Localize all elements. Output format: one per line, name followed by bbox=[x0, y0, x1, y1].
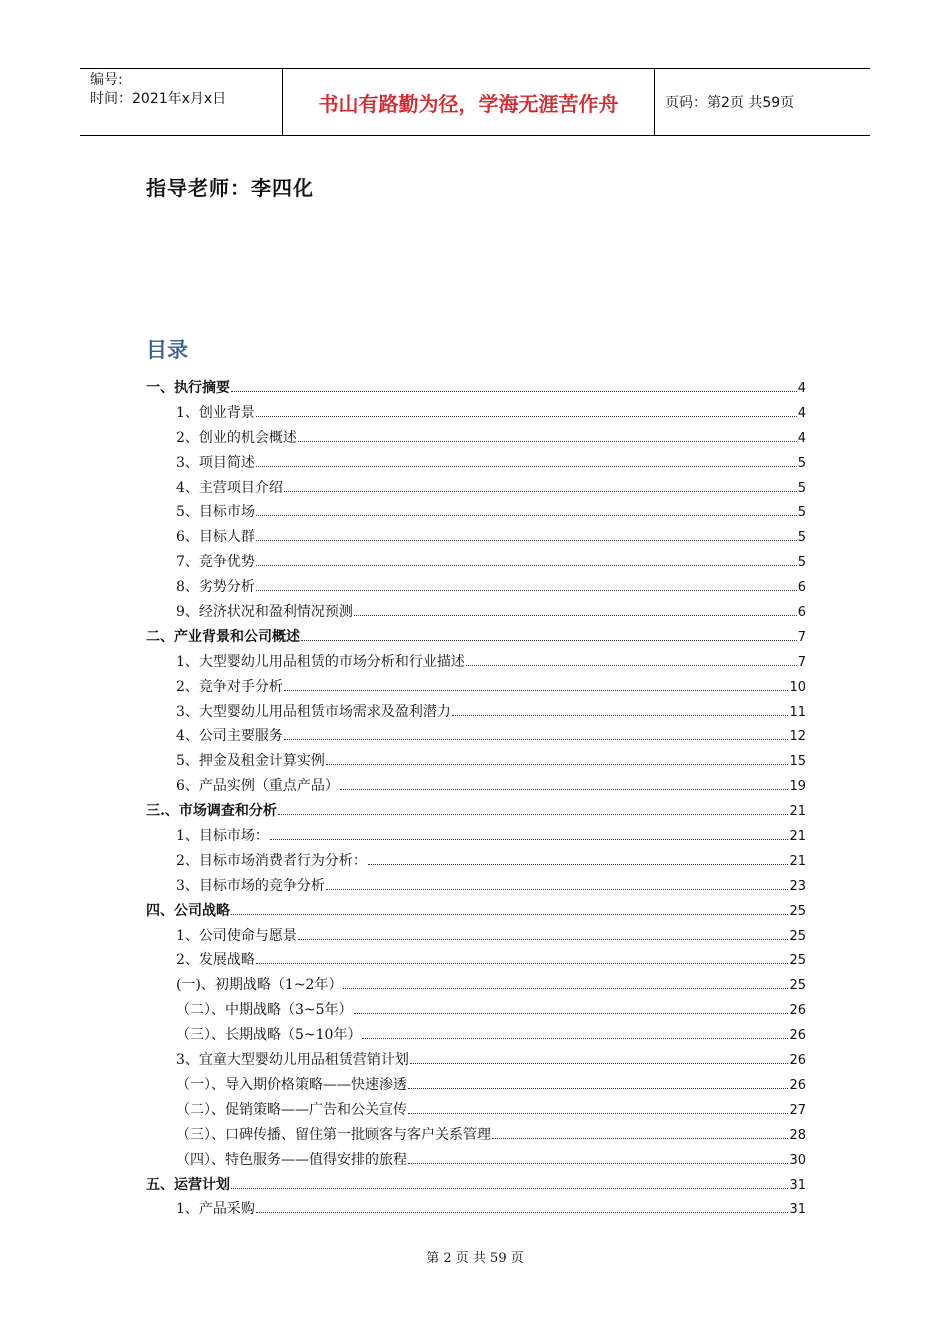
toc-leader-dots bbox=[408, 1113, 788, 1114]
toc-entry-page: 31 bbox=[789, 1202, 806, 1218]
toc-leader-dots bbox=[368, 864, 789, 865]
toc-entry-label: 3、目标市场的竞争分析 bbox=[176, 877, 325, 894]
toc-entry[interactable] bbox=[146, 973, 806, 998]
toc-entry-label: 2、竞争对手分析 bbox=[176, 678, 283, 695]
toc-entry-label: 五、运营计划 bbox=[146, 1176, 230, 1193]
toc-entry-label: 一、执行摘要 bbox=[146, 380, 230, 396]
toc-entry-label: （二）、促销策略——广告和公关宣传 bbox=[176, 1101, 407, 1118]
toc-leader-dots bbox=[408, 1088, 788, 1089]
toc-entry-label: 2、目标市场消费者行为分析： bbox=[176, 852, 367, 869]
toc-leader-dots bbox=[298, 441, 797, 442]
toc-entry[interactable] bbox=[146, 1173, 806, 1198]
toc-entry-page: 26 bbox=[789, 1003, 806, 1019]
toc-entry-label: 4、公司主要服务 bbox=[176, 728, 283, 745]
toc-leader-dots bbox=[326, 764, 789, 765]
toc-entry-page: 31 bbox=[789, 1177, 806, 1193]
toc-entry-label: 5、押金及租金计算实例 bbox=[176, 753, 325, 770]
toc-entry-page: 21 bbox=[789, 853, 806, 869]
toc-entry-page: 5 bbox=[797, 455, 806, 471]
toc-leader-dots bbox=[343, 988, 788, 989]
toc-entry[interactable] bbox=[146, 998, 806, 1023]
toc-entry-page: 26 bbox=[789, 1028, 806, 1044]
toc-entry-page: 25 bbox=[789, 978, 806, 994]
toc-entry[interactable] bbox=[146, 1148, 806, 1173]
toc-leader-dots bbox=[284, 739, 789, 740]
toc-entry[interactable] bbox=[146, 749, 806, 774]
toc-leader-dots bbox=[284, 491, 797, 492]
toc-leader-dots bbox=[231, 1188, 788, 1189]
toc-leader-dots bbox=[256, 466, 797, 467]
toc-entry-label: 1、目标市场： bbox=[176, 828, 269, 845]
toc-entry-label: 5、目标市场 bbox=[176, 504, 255, 521]
toc-entry-page: 15 bbox=[789, 754, 806, 770]
toc-leader-dots bbox=[408, 1163, 788, 1164]
toc-entry-page: 27 bbox=[789, 1102, 806, 1118]
toc-entry[interactable] bbox=[146, 401, 806, 426]
toc-leader-dots bbox=[410, 1063, 789, 1064]
toc-entry-label: 1、公司使命与愿景 bbox=[176, 927, 297, 944]
toc-entry[interactable] bbox=[146, 700, 806, 725]
toc-entry-page: 5 bbox=[797, 480, 806, 496]
toc-leader-dots bbox=[362, 1038, 788, 1039]
toc-leader-dots bbox=[354, 615, 797, 616]
header-page-info: 页码：第2页 共59页 bbox=[665, 95, 795, 111]
toc-entry[interactable] bbox=[146, 1123, 806, 1148]
toc-entry-page: 12 bbox=[789, 729, 806, 745]
toc-leader-dots bbox=[278, 814, 789, 815]
toc-entry-label: 2、发展战略 bbox=[176, 952, 255, 969]
toc-entry[interactable] bbox=[146, 650, 806, 675]
toc-entry[interactable] bbox=[146, 824, 806, 849]
toc-entry-page: 25 bbox=[789, 928, 806, 944]
toc-leader-dots bbox=[256, 963, 789, 964]
toc-entry[interactable] bbox=[146, 600, 806, 625]
toc-leader-dots bbox=[270, 839, 789, 840]
toc-leader-dots bbox=[301, 640, 797, 641]
toc-entry-page: 28 bbox=[789, 1127, 806, 1143]
toc-leader-dots bbox=[326, 889, 789, 890]
toc-entry[interactable] bbox=[146, 550, 806, 575]
toc-entry[interactable] bbox=[146, 426, 806, 451]
toc-entry[interactable] bbox=[146, 874, 806, 899]
toc-entry-label: 1、创业背景 bbox=[176, 404, 255, 421]
toc-entry-label: 3、项目简述 bbox=[176, 454, 255, 471]
toc-entry[interactable] bbox=[146, 376, 806, 401]
toc-leader-dots bbox=[340, 789, 789, 790]
toc-entry-label: 6、目标人群 bbox=[176, 529, 255, 546]
toc-entry-page: 6 bbox=[797, 605, 806, 621]
toc-entry-page: 4 bbox=[797, 430, 806, 446]
toc-entry[interactable] bbox=[146, 1197, 806, 1222]
toc-entry-page: 5 bbox=[797, 530, 806, 546]
supervisor-line: 指导老师：李四化 bbox=[146, 176, 314, 200]
toc-entry-page: 25 bbox=[789, 953, 806, 969]
toc-entry-label: 7、竞争优势 bbox=[176, 554, 255, 571]
toc-entry[interactable] bbox=[146, 525, 806, 550]
toc-entry-label: 1、产品采购 bbox=[176, 1201, 255, 1218]
header-date-label: 时间：2021年x月x日 bbox=[90, 91, 227, 107]
toc-entry[interactable] bbox=[146, 451, 806, 476]
toc-leader-dots bbox=[256, 416, 797, 417]
toc-entry-page: 10 bbox=[789, 679, 806, 695]
toc-entry-page: 5 bbox=[797, 555, 806, 571]
toc-entry[interactable] bbox=[146, 1073, 806, 1098]
toc-entry-page: 7 bbox=[797, 654, 806, 670]
toc-leader-dots bbox=[298, 939, 789, 940]
toc-leader-dots bbox=[256, 565, 797, 566]
toc-entry-page: 26 bbox=[789, 1053, 806, 1069]
toc-entry[interactable] bbox=[146, 675, 806, 700]
header-motto: 书山有路勤为径，学海无涯苦作舟 bbox=[282, 69, 655, 135]
toc-entry-page: 21 bbox=[789, 804, 806, 820]
toc-leader-dots bbox=[256, 1212, 789, 1213]
toc-leader-dots bbox=[256, 515, 797, 516]
header-code-label: 编号: bbox=[90, 72, 123, 88]
toc-entry-page: 21 bbox=[789, 829, 806, 845]
toc-entry[interactable] bbox=[146, 724, 806, 749]
toc-entry-label: 6、产品实例（重点产品） bbox=[176, 778, 339, 795]
toc-title: 目录 bbox=[146, 338, 188, 362]
toc-entry[interactable] bbox=[146, 899, 806, 924]
page-footer: 第 2 页 共 59 页 bbox=[426, 1251, 524, 1266]
toc-entry-page: 23 bbox=[789, 878, 806, 894]
toc-entry-label: 8、劣势分析 bbox=[176, 579, 255, 596]
toc-entry[interactable] bbox=[146, 1048, 806, 1073]
toc-entry-page: 4 bbox=[797, 381, 806, 396]
toc-entry-label: （二）、中期战略（3~5年） bbox=[176, 1002, 353, 1019]
toc-entry-label: 9、经济状况和盈利情况预测 bbox=[176, 604, 353, 621]
toc-leader-dots bbox=[354, 1013, 789, 1014]
toc-entry[interactable] bbox=[146, 476, 806, 501]
toc-entry-label: （四）、特色服务——值得安排的旅程 bbox=[176, 1151, 407, 1168]
toc-entry[interactable] bbox=[146, 1098, 806, 1123]
toc-leader-dots bbox=[284, 690, 789, 691]
toc-entry[interactable] bbox=[146, 849, 806, 874]
toc-entry-label: 二、产业背景和公司概述 bbox=[146, 628, 300, 645]
toc-entry[interactable] bbox=[146, 924, 806, 949]
header-meta bbox=[80, 69, 282, 135]
toc-entry[interactable] bbox=[146, 575, 806, 600]
toc-entry-label: 4、主营项目介绍 bbox=[176, 479, 283, 496]
toc-entry-label: 2、创业的机会概述 bbox=[176, 429, 297, 446]
toc-entry[interactable] bbox=[146, 1023, 806, 1048]
toc-entry-label: 三.、市场调查和分析 bbox=[146, 803, 277, 820]
toc-entry-page: 6 bbox=[797, 580, 806, 596]
toc-entry-page: 25 bbox=[789, 903, 806, 919]
toc-leader-dots bbox=[492, 1138, 788, 1139]
toc-entry-label: （一）、导入期价格策略——快速渗透 bbox=[176, 1076, 407, 1093]
page-header bbox=[80, 68, 870, 136]
toc-leader-dots bbox=[256, 540, 797, 541]
toc-leader-dots bbox=[452, 715, 789, 716]
toc-entry-page: 26 bbox=[789, 1077, 806, 1093]
toc-entry-label: （三）、口碑传播、留住第一批顾客与客户关系管理 bbox=[176, 1126, 491, 1143]
table-of-contents bbox=[146, 376, 806, 1222]
toc-entry-page: 19 bbox=[789, 779, 806, 795]
toc-entry[interactable] bbox=[146, 500, 806, 525]
toc-leader-dots bbox=[231, 391, 797, 392]
toc-entry[interactable] bbox=[146, 799, 806, 824]
toc-entry-page: 7 bbox=[797, 629, 806, 645]
toc-leader-dots bbox=[466, 665, 797, 666]
toc-entry-label: 3、宜童大型婴幼儿用品租赁营销计划 bbox=[176, 1052, 409, 1069]
toc-entry-label: (一)、初期战略（1~2年） bbox=[176, 977, 343, 994]
toc-leader-dots bbox=[231, 914, 788, 915]
toc-entry[interactable] bbox=[146, 774, 806, 799]
toc-entry-page: 30 bbox=[789, 1152, 806, 1168]
toc-entry-page: 5 bbox=[797, 505, 806, 521]
toc-entry-label: 1、大型婴幼儿用品租赁的市场分析和行业描述 bbox=[176, 653, 465, 670]
toc-leader-dots bbox=[256, 590, 797, 591]
toc-entry-page: 4 bbox=[797, 405, 806, 421]
toc-entry[interactable] bbox=[146, 625, 806, 650]
toc-entry-label: 四、公司战略 bbox=[146, 902, 230, 919]
toc-entry-label: （三）、长期战略（5~10年） bbox=[176, 1027, 362, 1044]
toc-entry-label: 3、大型婴幼儿用品租赁市场需求及盈利潜力 bbox=[176, 703, 451, 720]
toc-entry[interactable] bbox=[146, 948, 806, 973]
toc-entry-page: 11 bbox=[789, 704, 806, 720]
